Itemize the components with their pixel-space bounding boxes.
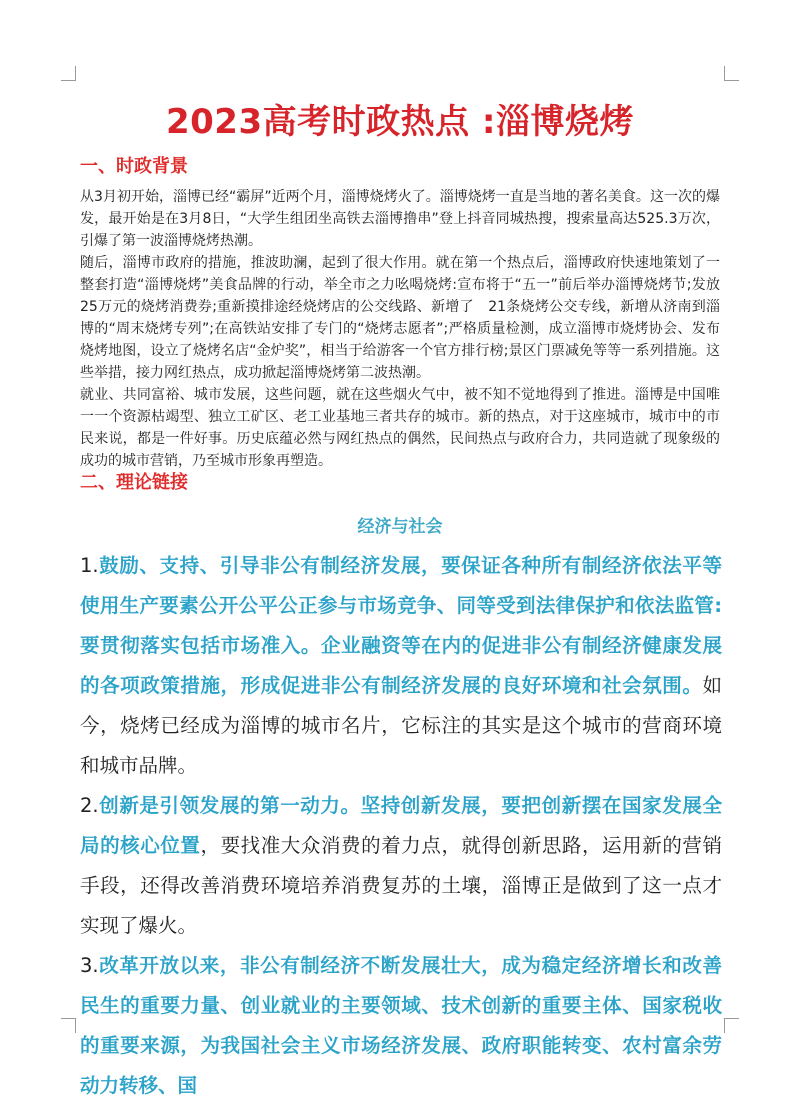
theory-item-number: 3. [80, 954, 99, 977]
theory-section-body [80, 546, 722, 1106]
section-heading-background: 一、时政背景 [80, 156, 188, 177]
background-paragraph: 就业、共同富裕、城市发展，这些问题，就在这些烟火气中，被不知不觉地得到了推进。淄博是中国唯一一个资源枯竭型、独立工矿区、老工业基地三者共存的城市。新的热点，对于这座城市，城市中的市民来说，都是一件好事。历史底蕴必然与网红热点的偶然，民间热点与政府合力，共同造就了现象级的成功的城市营销，乃至城市形象再塑造。 [80, 387, 720, 469]
theory-item-highlight: 创新是引领发展的第一动力。坚持创新发展，要把创新摆在国家发展全局的核心位置 [80, 794, 722, 857]
theory-item-text: ，要找准大众消费的着力点，就得创新思路，运用新的营销手段，还得改善消费环境培养消费复苏的土壤，淄博正是做到了这一点才实现了爆火。 [80, 834, 722, 937]
theory-item-highlight: 改革开放以来，非公有制经济不断发展壮大，成为稳定经济增长和改善民生的重要力量、创业就业的主要领域、技术创新的重要主体、国家税收的重要来源，为我国社会主义市场经济发展、政府职能转变、农村富余劳动力转移、国 [80, 954, 722, 1097]
background-paragraph: 从3月初开始，淄博已经“霸屏”近两个月，淄博烧烤火了。淄博烧烤一直是当地的著名美食。这一次的爆发，最开始是在3月8日，“大学生组团坐高铁去淄博撸串”登上抖音同城热搜，搜索量高达525.3万次，引爆了第一波淄博烧烤热潮。 [80, 189, 720, 249]
crop-mark-bottom-left [61, 1018, 76, 1033]
theory-item [80, 946, 722, 1106]
subsection-heading-economy: 经济与社会 [357, 517, 443, 537]
crop-mark-top-left [61, 66, 76, 81]
crop-mark-bottom-right [724, 1018, 739, 1033]
document-title: 2023高考时政热点 :淄博烧烤 [165, 102, 635, 142]
theory-item-number: 2. [80, 794, 99, 817]
theory-item-number: 1. [80, 554, 99, 577]
theory-item-highlight: 鼓励、支持、引导非公有制经济发展，要保证各种所有制经济依法平等使用生产要素公开公平公正参与市场竞争、同等受到法律保护和依法监管:要贯彻落实包括市场准入。企业融资等在内的促进非公有制经济健康发展的各项政策措施，形成促进非公有制经济发展的良好环境和社会氛围。 [80, 554, 722, 697]
theory-item [80, 546, 722, 786]
section-heading-theory: 二、理论链接 [80, 472, 188, 493]
theory-item-text: 如今，烧烤已经成为淄博的城市名片，它标注的其实是这个城市的营商环境和城市品牌。 [80, 674, 722, 777]
background-section-body [80, 186, 720, 472]
crop-mark-top-right [724, 66, 739, 81]
background-paragraph: 随后，淄博市政府的措施，推波助澜，起到了很大作用。就在第一个热点后，淄博政府快速地策划了一整套打造“淄博烧烤”美食品牌的行动，举全市之力吆喝烧烤:宣布将于“五一”前后举办淄博烧烤节;发放25万元的烧烤消费券;重新摸排途经烧烤店的公交线路、新增了 21条烧烤公交专线，新增从济南到淄博的“周末烧烤专列”;在高铁站安排了专门的“烧烤志愿者”;严格质量检测，成立淄博市烧烤协会、发布烧烤地图，设立了烧烤名店“金炉奖”，相当于给游客一个官方排行榜;景区门票减免等等一系列措施。这些举措，接力网红热点，成功掀起淄博烧烤第二波热潮。 [80, 255, 720, 381]
theory-item [80, 786, 722, 946]
